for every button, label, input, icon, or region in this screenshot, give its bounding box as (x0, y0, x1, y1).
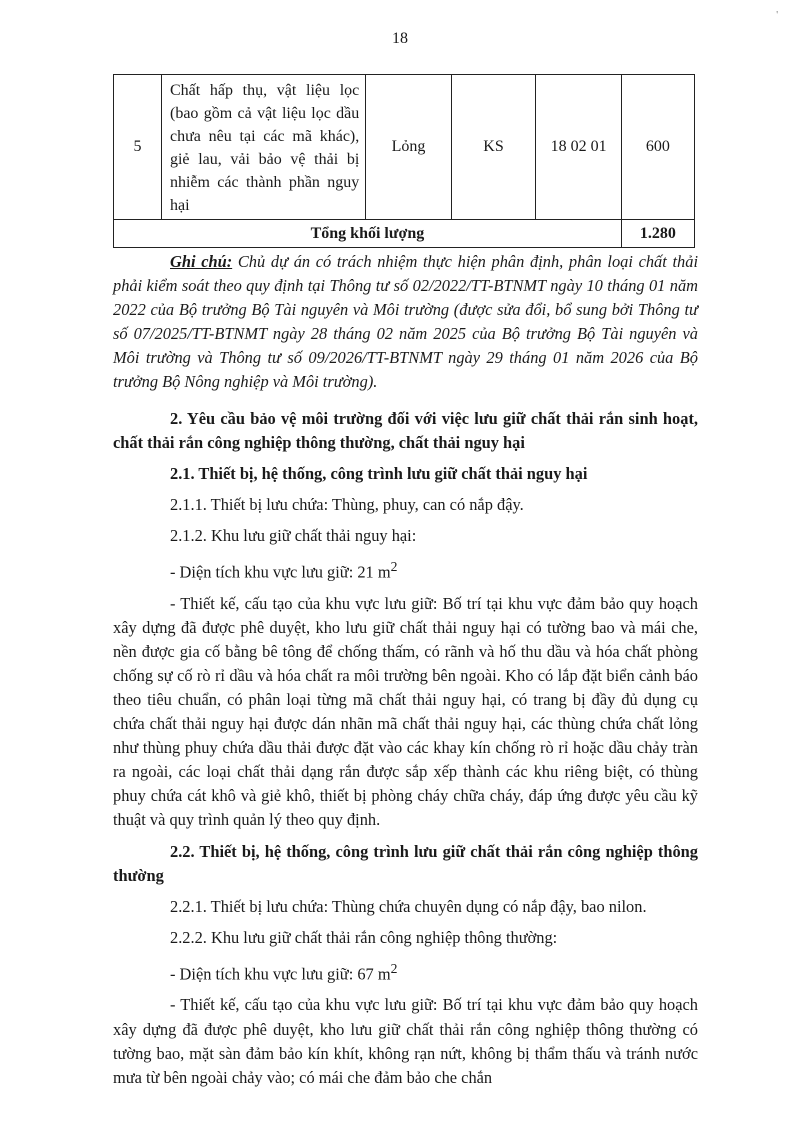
total-value: 1.280 (621, 220, 694, 248)
industrial-area-text: - Diện tích khu vực lưu giữ: 67 m (170, 964, 391, 984)
corner-mark: ' (776, 10, 778, 21)
note-text: Chủ dự án có trách nhiệm thực hiện phân định, phân loại chất thải phải kiểm soát theo quy định tại Thông tư số 02/2022/TT-BTNMT ngày 10 tháng 01 năm 2022 của Bộ trưởng Bộ Tài nguyên và Môi trường (được sửa đổi, bổ sung bởi Thông tư số 07/2025/TT-BTNMT ngày 28 tháng 02 năm 2025 của Bộ trưởng Bộ Tài nguyên và Môi trường và Thông tư số 09/2026/TT-BTNMT ngày 29 tháng 01 năm 2026 của Bộ trưởng Bộ Nông nghiệp và Môi trường). (113, 252, 698, 392)
hazardous-area-text: - Diện tích khu vực lưu giữ: 21 m (170, 562, 391, 582)
table-row (114, 75, 695, 220)
page-number: 18 (392, 30, 408, 47)
section-2-1-2: 2.1.2. Khu lưu giữ chất thải nguy hại: (170, 525, 417, 545)
section-2-1-1: 2.1.1. Thiết bị lưu chứa: Thùng, phuy, can có nắp đậy. (170, 494, 524, 514)
industrial-design: - Thiết kế, cấu tạo của khu vực lưu giữ: Bố trí tại khu vực đảm bảo quy hoạch xây dựng đã được phê duyệt, kho lưu giữ chất thải rắn công nghiệp thông thường có tường bao, mặt sàn đảm bảo kín khít, không rạn nứt, không bị thẩm thấu và tránh nước mưa từ bên ngoài chảy vào; có mái che đảm bảo che chắn (113, 995, 698, 1087)
section-2-heading: 2. Yêu cầu bảo vệ môi trường đối với việc lưu giữ chất thải rắn sinh hoạt, chất thải rắn công nghiệp thông thường, chất thải nguy hại (113, 408, 698, 452)
industrial-area (113, 957, 698, 987)
hazardous-area-unit-exp: 2 (390, 559, 398, 575)
total-row (114, 220, 695, 248)
cell-code: 18 02 01 (536, 75, 621, 220)
cell-state: Lỏng (366, 75, 451, 220)
waste-table (113, 74, 695, 248)
section-2-2-heading: 2.2. Thiết bị, hệ thống, công trình lưu giữ chất thải rắn công nghiệp thông thường (113, 841, 698, 885)
note-label: Ghi chú: (170, 252, 233, 271)
section-2-2-1: 2.2.1. Thiết bị lưu chứa: Thùng chứa chuyên dụng có nắp đậy, bao nilon. (170, 896, 647, 916)
page-body (113, 250, 698, 1090)
cell-waste-name: Chất hấp thụ, vật liệu lọc (bao gồm cả vật liệu lọc dầu chưa nêu tại các mã khác), giẻ lau, vải bảo vệ thải bị nhiễm các thành phần nguy hại (161, 75, 365, 220)
cell-form: KS (451, 75, 536, 220)
total-label: Tổng khối lượng (114, 220, 622, 248)
cell-no: 5 (114, 75, 162, 220)
note-paragraph (113, 250, 698, 395)
hazardous-design: - Thiết kế, cấu tạo của khu vực lưu giữ: Bố trí tại khu vực đảm bảo quy hoạch xây dựng đã được phê duyệt, kho lưu giữ chất thải nguy hại có tường bao và mái che, nền được gia cố bằng bê tông để chống thấm, có rãnh và hố thu dầu và hóa chất phòng chống sự cố rò rỉ dầu và hóa chất ra môi trường bên ngoài. Kho có lắp đặt biển cảnh báo theo tiêu chuẩn, có phân loại từng mã chất thải nguy hại, có trang bị đầy đủ dụng cụ chứa chất thải nguy hại được dán nhãn mã chất thải nguy hại, các thùng chứa chất lỏng như thùng phuy chứa dầu thải được đặt vào các khay kín chống rò rỉ hoặc dầu chảy tràn ra ngoài, các loại chất thải dạng rắn được sắp xếp thành các khu riêng biệt, có thùng phuy chứa cát khô và giẻ khô, thiết bị phòng cháy chữa cháy, đáp ứng được yêu cầu kỹ thuật và quy trình quản lý theo quy định. (113, 593, 698, 830)
hazardous-area (113, 555, 698, 585)
section-2-2-2: 2.2.2. Khu lưu giữ chất thải rắn công nghiệp thông thường: (170, 927, 558, 947)
industrial-area-unit-exp: 2 (390, 960, 398, 976)
cell-quantity: 600 (621, 75, 694, 220)
section-2-1-heading: 2.1. Thiết bị, hệ thống, công trình lưu giữ chất thải nguy hại (170, 463, 588, 483)
